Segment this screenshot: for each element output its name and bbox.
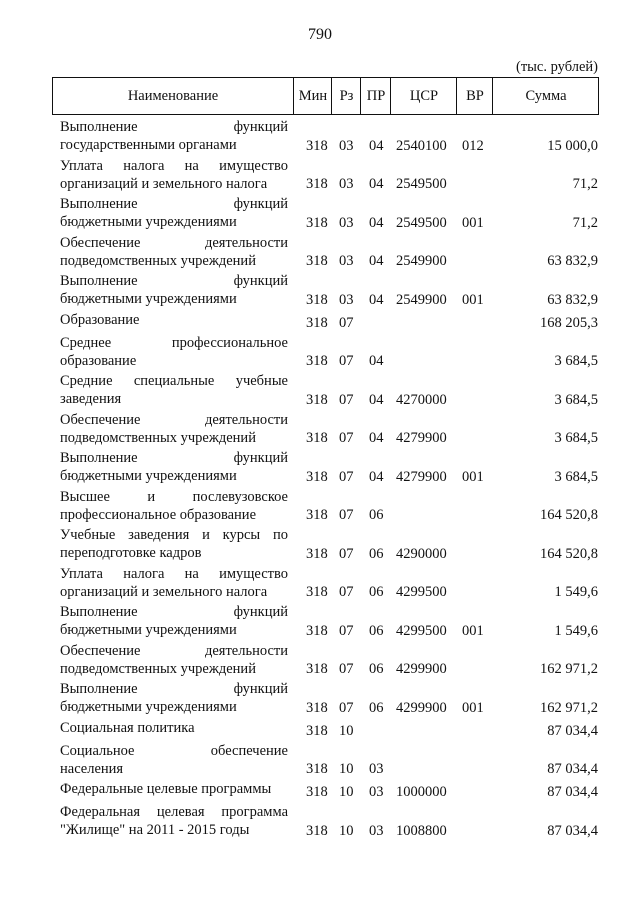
table-row [0,157,640,196]
row-rz: 07 [339,507,354,523]
row-name [60,526,288,562]
table-row [0,526,640,565]
row-name-line: Выполнение функций [60,196,288,212]
row-pr: 06 [369,507,384,523]
row-min: 318 [306,507,328,523]
row-name-line: бюджетными учреждениями [60,214,237,230]
row-name-line: бюджетными учреждениями [60,622,237,638]
row-pr: 04 [369,253,384,269]
table-row [0,118,640,157]
row-name [60,565,288,601]
row-sum: 63 832,9 [547,253,598,269]
row-name [60,272,288,308]
row-min: 318 [306,430,328,446]
row-name-line: подведомственных учреждений [60,429,256,446]
row-rz: 10 [339,822,354,839]
table-row [0,411,640,450]
row-pr: 04 [369,468,384,485]
unit-note: (тыс. рублей) [516,59,598,75]
header-min: Мин [293,78,332,114]
row-rz: 07 [339,584,354,600]
row-rz: 07 [339,545,354,562]
row-csr: 4299900 [396,661,447,677]
row-pr: 04 [369,176,384,192]
row-min: 318 [306,176,328,192]
row-rz: 07 [339,661,354,677]
row-name-line: Федеральные целевые программы [60,781,272,797]
row-rz: 07 [339,468,354,485]
row-sum: 87 034,4 [547,822,598,839]
row-pr: 04 [369,291,384,308]
row-name-line: Выполнение функций [60,604,288,620]
row-name-line: Обеспечение деятельности [60,234,288,251]
row-csr: 2549500 [396,176,447,192]
header-csr: ЦСР [390,78,457,114]
table-row [0,803,640,842]
table-row [0,603,640,642]
row-sum: 87 034,4 [547,784,598,800]
row-name-line: Социальное обеспечение [60,742,288,759]
table-row [0,195,640,234]
row-rz: 10 [339,722,354,739]
row-csr: 4270000 [396,391,447,408]
row-pr: 04 [369,137,384,154]
row-vr: 001 [462,699,484,716]
row-min: 318 [306,722,328,739]
row-pr: 06 [369,699,384,716]
row-pr: 06 [369,545,384,562]
row-rz: 10 [339,761,354,777]
row-sum: 3 684,5 [554,468,598,485]
row-min: 318 [306,253,328,269]
row-name-line: "Жилище" на 2011 - 2015 годы [60,822,250,838]
row-name [60,334,288,370]
header-name: Наименование [127,88,219,104]
table-row [0,565,640,604]
row-vr: 001 [462,468,484,485]
row-name-line: организаций и земельного налога [60,175,268,192]
row-name-line: государственными органами [60,137,237,153]
row-rz: 07 [339,699,354,716]
table-row [0,311,640,334]
row-name-line: Социальная политика [60,719,195,736]
table-row [0,372,640,411]
row-rz: 03 [339,291,354,308]
row-sum: 3 684,5 [554,391,598,408]
table-header [52,77,599,115]
row-sum: 162 971,2 [540,661,598,677]
table-row [0,488,640,527]
row-name-line: Высшее и послевузовское [60,488,288,505]
row-min: 318 [306,784,328,800]
row-name [60,195,288,231]
row-name [60,780,288,798]
row-name-line: Выполнение функций [60,681,288,697]
table-row [0,449,640,488]
row-csr: 2549500 [396,214,447,231]
row-name-line: Уплата налога на имущество [60,565,288,582]
row-sum: 164 520,8 [540,507,598,523]
row-csr: 4299500 [396,622,447,639]
row-name [60,642,288,678]
row-rz: 07 [339,430,354,446]
row-pr: 03 [369,761,384,777]
row-vr: 001 [462,622,484,639]
row-name [60,742,288,778]
row-min: 318 [306,391,328,408]
header-rz: Рз [331,78,361,114]
row-name-line: Выполнение функций [60,119,288,135]
row-name-line: бюджетными учреждениями [60,699,237,715]
row-name-line: организаций и земельного налога [60,583,268,600]
row-name-line: подведомственных учреждений [60,660,256,677]
row-rz: 03 [339,253,354,269]
row-sum: 168 205,3 [540,314,598,331]
table-row [0,272,640,311]
row-sum: 1 549,6 [554,622,598,639]
row-min: 318 [306,545,328,562]
row-pr: 04 [369,430,384,446]
row-min: 318 [306,214,328,231]
table-row [0,680,640,719]
table-row [0,642,640,681]
row-name-line: населения [60,760,124,777]
table-row [0,780,640,803]
row-min: 318 [306,137,328,154]
header-pr: ПР [360,78,391,114]
row-name [60,411,288,447]
row-name-line: бюджетными учреждениями [60,291,237,307]
row-name [60,803,288,839]
row-pr: 03 [369,822,384,839]
row-csr: 1008800 [396,822,447,839]
row-sum: 3 684,5 [554,430,598,446]
header-sum: Сумма [492,78,599,114]
row-csr: 4299500 [396,584,447,600]
row-rz: 07 [339,391,354,408]
row-min: 318 [306,822,328,839]
row-csr: 1000000 [396,784,447,800]
row-min: 318 [306,468,328,485]
row-name-line: подведомственных учреждений [60,252,256,269]
row-name [60,372,288,408]
row-csr: 2549900 [396,291,447,308]
row-csr: 4279900 [396,468,447,485]
row-rz: 03 [339,214,354,231]
row-min: 318 [306,291,328,308]
row-name [60,680,288,716]
page-number: 790 [308,26,332,43]
row-name-line: Выполнение функций [60,273,288,289]
row-name-line: профессиональное образование [60,506,257,523]
header-vr: ВР [456,78,493,114]
row-pr: 06 [369,661,384,677]
row-csr: 4279900 [396,430,447,446]
row-sum: 164 520,8 [540,545,598,562]
row-name-line: Обеспечение деятельности [60,411,288,428]
row-sum: 87 034,4 [547,761,598,777]
row-min: 318 [306,314,328,331]
row-name [60,157,288,193]
row-name [60,234,288,270]
row-name-line: Обеспечение деятельности [60,642,288,659]
row-pr: 04 [369,391,384,408]
row-name [60,449,288,485]
row-name [60,603,288,639]
row-rz: 07 [339,353,354,369]
row-min: 318 [306,761,328,777]
row-rz: 07 [339,314,354,331]
row-name-line: Образование [60,311,140,328]
table-body [0,118,640,842]
row-sum: 3 684,5 [554,353,598,369]
row-rz: 07 [339,622,354,639]
row-sum: 1 549,6 [554,584,598,600]
table-row [0,234,640,273]
row-rz: 03 [339,176,354,192]
row-name-line: переподготовке кадров [60,545,202,561]
row-rz: 10 [339,784,354,800]
row-min: 318 [306,584,328,600]
row-min: 318 [306,661,328,677]
row-pr: 06 [369,622,384,639]
row-name-line: Выполнение функций [60,450,288,466]
row-pr: 04 [369,353,384,369]
row-pr: 03 [369,784,384,800]
row-pr: 04 [369,214,384,231]
row-sum: 71,2 [572,214,598,231]
row-vr: 001 [462,291,484,308]
row-rz: 03 [339,137,354,154]
row-name [60,719,288,737]
row-sum: 87 034,4 [547,722,598,739]
row-name [60,311,288,329]
row-min: 318 [306,353,328,369]
row-vr: 012 [462,137,484,154]
row-sum: 63 832,9 [547,291,598,308]
row-name-line: Учебные заведения и курсы по [60,527,288,543]
row-name-line: бюджетными учреждениями [60,468,237,484]
row-name-line: Уплата налога на имущество [60,157,288,174]
table-row [0,719,640,742]
row-vr: 001 [462,214,484,231]
row-name-line: заведения [60,391,122,407]
row-csr: 2549900 [396,253,447,269]
row-name-line: Среднее профессиональное [60,334,288,351]
table-row [0,742,640,781]
row-name [60,118,288,154]
row-name [60,488,288,524]
row-sum: 162 971,2 [540,699,598,716]
row-name-line: Средние специальные учебные [60,373,288,389]
row-sum: 71,2 [572,176,598,192]
row-name-line: Федеральная целевая программа [60,804,288,820]
row-csr: 2540100 [396,137,447,154]
row-csr: 4290000 [396,545,447,562]
row-sum: 15 000,0 [547,137,598,154]
row-min: 318 [306,699,328,716]
row-name-line: образование [60,352,137,369]
table-row [0,334,640,373]
row-csr: 4299900 [396,699,447,716]
row-min: 318 [306,622,328,639]
row-pr: 06 [369,584,384,600]
